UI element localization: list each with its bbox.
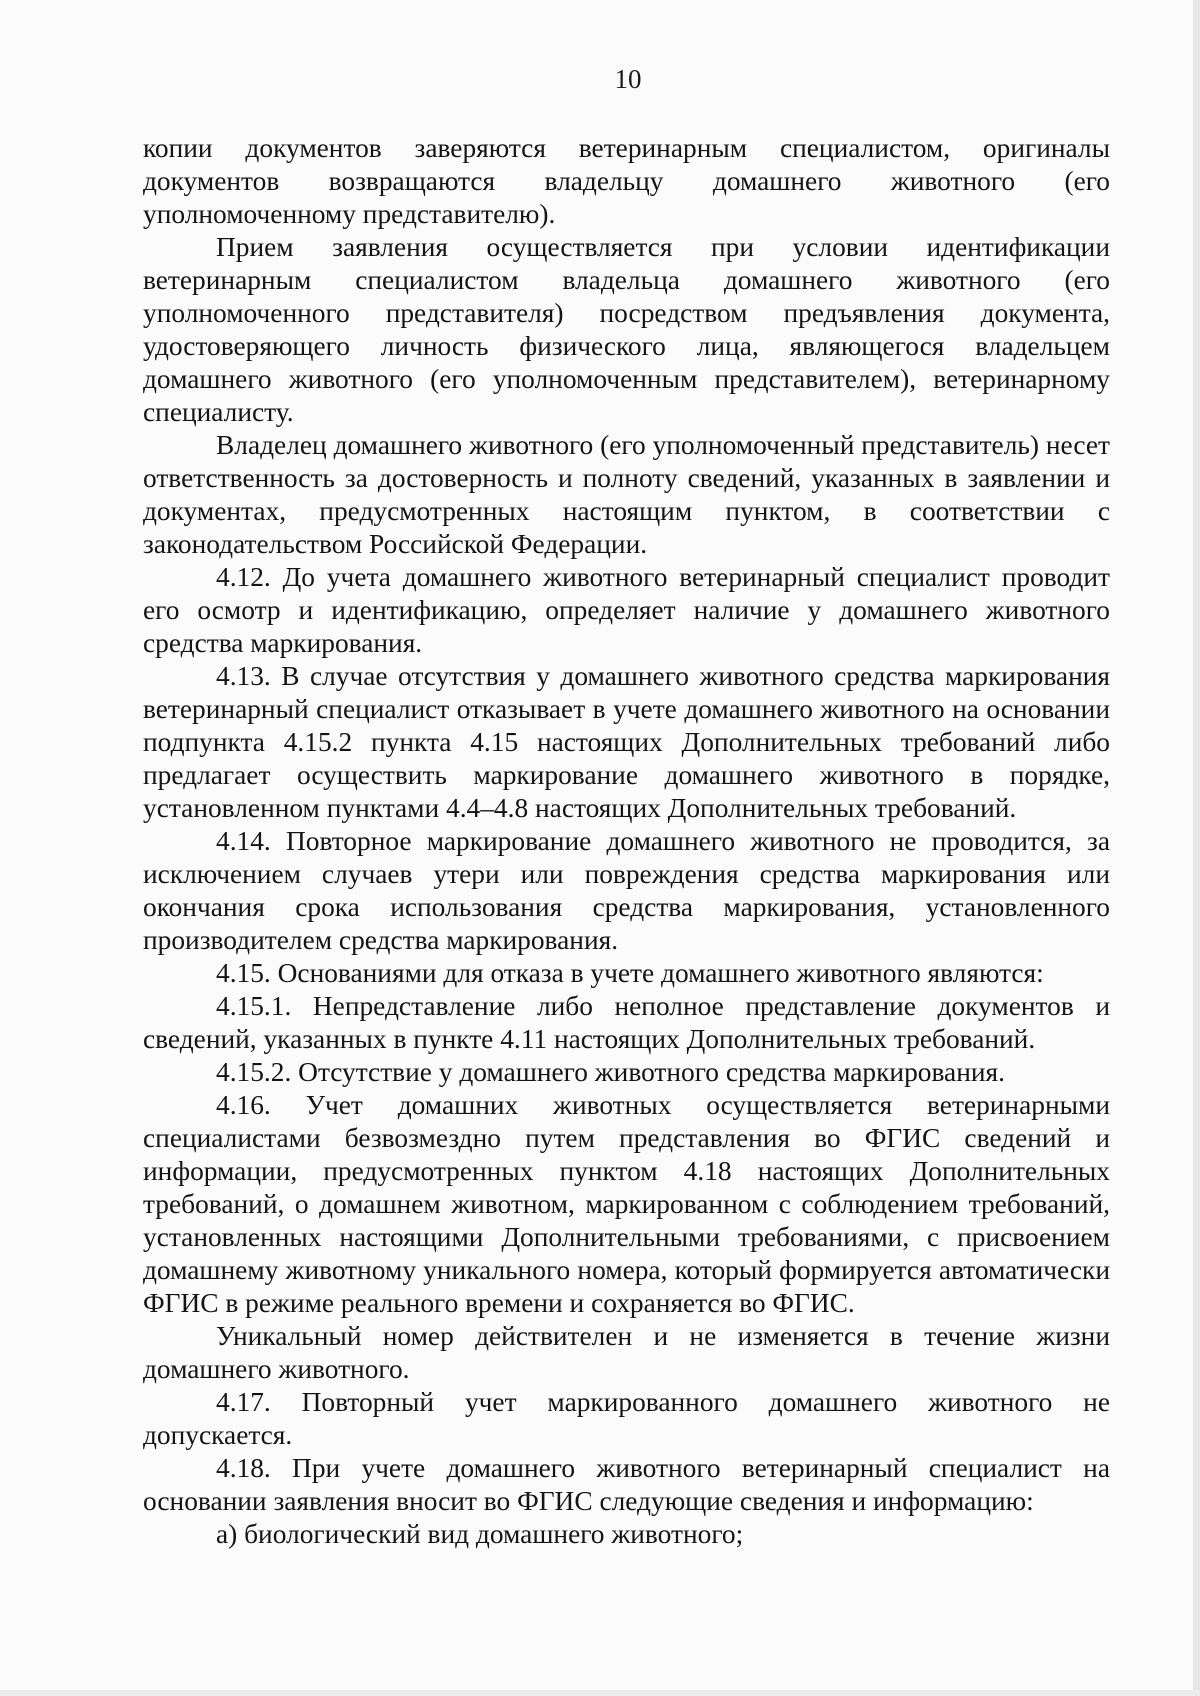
scan-edge-right [1193,0,1200,1696]
paragraph: копии документов заверяются ветеринарным специалистом, оригиналы документов возвращаются владельцу домашнего животного (его уполномоченному представителю). [143,133,1110,229]
document-body [143,132,1110,1551]
paragraph-4-12: 4.12. До учета домашнего животного ветеринарный специалист проводит его осмотр и идентификацию, определяет наличие у домашнего животного средства маркирования. [143,562,1110,658]
paragraph-4-18: 4.18. При учете домашнего животного ветеринарный специалист на основании заявления вносит во ФГИС следующие сведения и информацию: [143,1453,1110,1516]
paragraph: Владелец домашнего животного (его уполномоченный представитель) несет ответственность за достоверность и полноту сведений, указанных в заявлении и документах, предусмотренных настоящим пунктом, в соответствии с законодательством Российской Федерации. [143,430,1110,559]
page-number: 10 [614,64,642,94]
paragraph-4-14: 4.14. Повторное маркирование домашнего животного не проводится, за исключением случаев утери или повреждения средства маркирования или окончания срока использования средства маркирования, установленного производителем средства маркирования. [143,826,1110,955]
list-item-a: а) биологический вид домашнего животного; [216,1519,744,1549]
scan-edge-bottom [0,1690,1200,1696]
paragraph: Уникальный номер действителен и не изменяется в течение жизни домашнего животного. [143,1321,1110,1384]
paragraph-4-16: 4.16. Учет домашних животных осуществляется ветеринарными специалистами безвозмездно путем представления во ФГИС сведений и информации, предусмотренных пунктом 4.18 настоящих Дополнительных требований, о домашнем животном, маркированном с соблюдением требований, установленных настоящими Дополнительными требованиями, с присвоением домашнему животному уникального номера, который формируется автоматически ФГИС в режиме реального времени и сохраняется во ФГИС. [143,1090,1110,1318]
paragraph: Прием заявления осуществляется при условии идентификации ветеринарным специалистом владельца домашнего животного (его уполномоченного представителя) посредством предъявления документа, удостоверяющего личность физического лица, являющегося владельцем домашнего животного (его уполномоченным представителем), ветеринарному специалисту. [143,232,1110,427]
paragraph-4-15-1: 4.15.1. Непредставление либо неполное представление документов и сведений, указанных в пункте 4.11 настоящих Дополнительных требований. [143,991,1110,1054]
paragraph-4-15: 4.15. Основаниями для отказа в учете домашнего животного являются: [216,958,1044,988]
paragraph-4-17: 4.17. Повторный учет маркированного домашнего животного не допускается. [143,1387,1110,1450]
paragraph-4-15-2: 4.15.2. Отсутствие у домашнего животного средства маркирования. [216,1057,1005,1087]
paragraph-4-13: 4.13. В случае отсутствия у домашнего животного средства маркирования ветеринарный специалист отказывает в учете домашнего животного на основании подпункта 4.15.2 пункта 4.15 настоящих Дополнительных требований либо предлагает осуществить маркирование домашнего животного в порядке, установленном пунктами 4.4–4.8 настоящих Дополнительных требований. [143,661,1110,823]
